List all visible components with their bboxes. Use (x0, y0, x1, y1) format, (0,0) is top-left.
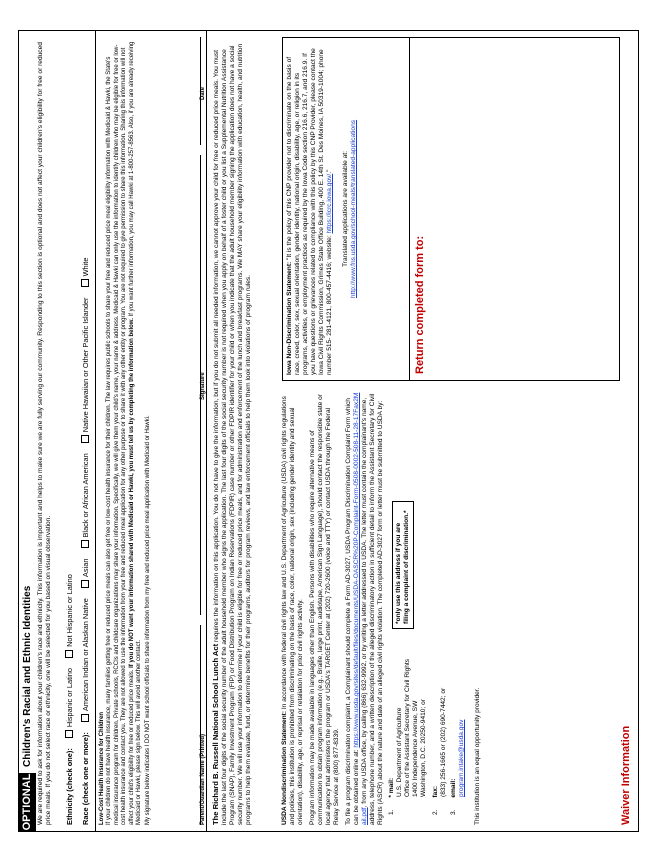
nslp-section (212, 31, 253, 831)
usda-p3 (345, 391, 385, 825)
form-frame (18, 30, 639, 832)
white-checkbox[interactable] (81, 279, 89, 287)
equal-opportunity: This institution is an equal opportunity provider. (474, 687, 481, 825)
ethnicity-row (65, 574, 75, 825)
asian-checkbox[interactable] (81, 580, 89, 588)
nslp-body: requires the information on this application. You do not have to give the information, but if you do not submit all needed information, we cannot approve your child for free or reduced price meals. You must include the last four digits of the social security number of the adult household member who signs the application. The last four digits of the social security number is not required when you apply on behalf of a foster child or you list a Supplemental Nutrition Assistance Program (SNAP), Family Investment Program (FIP) or Food Distribution Program on Indian Reservations (FDPIR) case number or other FDPIR identifier for your child or when you indicate that the adult household member signing the application does not have a social security number. We will use your information to determine if your child is eligible for free or reduced price meals, and for administration and enforcement of the lunch and breakfast programs. We MAY share your eligibility information with education, health, and nutrition programs to help them evaluate, fund, or determine benefits for their programs, auditors for program reviews, and law enforcement officials to help them look into violations of program rules. (213, 43, 252, 825)
usda-body: In accordance with federal civil rights law and U.S. Department of Agriculture (USDA) civil rights regulations and policies, this institution is prohibited from discriminating on the basis of race, color, national origin, sex (including gender identity and sexual orientation), disability, age, or reprisal or retaliation for prior civil rights activity. (281, 396, 304, 825)
optional-tag: OPTIONAL (19, 773, 36, 831)
hawaiian-checkbox[interactable] (81, 435, 89, 443)
usda-statement (281, 385, 482, 831)
race-intro: We are required to ask for information about your children's race and ethnicity. This information is important and helps to make sure we are fully serving our community. Responding to this section is optional and does not affect your children's eligibility for free or reduced price meals. If you do not select race or ethnicity, one will be selected for you based on visual observation. (37, 42, 52, 825)
iowa-statement-box (282, 37, 410, 381)
signature-label: Signature (200, 372, 206, 400)
translated-note: Translated applications are available at: (342, 151, 349, 267)
only-use-box: *only use this address if you are filing a complaint of discrimination.* (392, 501, 414, 629)
iowa-statement (286, 43, 334, 375)
race-label: Race (check one or more): (81, 732, 90, 825)
health-insurance-section (95, 31, 207, 831)
mail-line-1: U.S. Department of Agriculture (396, 707, 403, 797)
insurance-bold-text: If you do NOT want your information shared with Medicaid or Hawki, you must tell us by completing the information below. (128, 318, 135, 668)
email-link[interactable]: program.intake@usda.gov (458, 719, 465, 797)
signature-row (192, 37, 206, 825)
mail-item: 1. * mail: U.S. Department of Agriculture Office of the Assistant Secretary for Civil Rights 1400 Independence Avenue, SW Washington, D.C. 20250-9410; or (388, 658, 427, 815)
hawaiian-label: Native Hawaiian or Other Pacific Islander (81, 297, 90, 433)
waiver-heading: Waiver Information (620, 725, 632, 825)
usda-title: USDA Nondiscrimination Statement: (281, 710, 288, 825)
insurance-title: Low-Cost Health Insurance for Children (99, 711, 105, 825)
insurance-statement: My signature below indicates I DO NOT want school officials to share information from my free and reduced price meal application with Medicaid or Hawki. (145, 415, 152, 825)
black-label: Black or African American (81, 453, 90, 538)
email-item: 3. email: program.intake@usda.gov (450, 719, 465, 815)
date-label: Date (200, 86, 206, 100)
header-bar (19, 31, 36, 831)
usda-p2: Program information may be made available in languages other than English. Persons with disabilities who require alternative means of communication to obtain program information (e.g., Braille, large print, audiotape, American Sign Language), should contact the responsible state or local agency that administers the program or USDA's TARGET Center at (202) 720-2600 (voice and TTY) or contact USDA through the Federal Relay Service at (800) 877-8339. (309, 393, 340, 825)
printed-name-label: Parent/Guardian Name (Printed) (200, 733, 206, 825)
section-heading: Children's Racial and Ethnic Identities (22, 585, 33, 767)
fax-item: 2. fax: (833) 256-1665 or (202) 690-7442; or (432, 687, 447, 815)
insurance-body (106, 37, 143, 825)
iowa-end: ." (326, 169, 333, 174)
hispanic-label: Hispanic or Latino (65, 667, 74, 728)
iowa-body: "It is the policy of this CNP provider not to discriminate on the basis of race, creed, color, sex, sexual orientation, gender identity, national origin, disability, age, or religion in its programs, activities, or employment practices as required by the Iowa Code section 216.6, 216.7, and 216.9. If you have questions or grievances related to compliance with this policy by this CNP Provider, please contact the Iowa Civil Rights Commission, Grimes State Office Building, 400 E. 14th St. Des Moines, IA 50319-1004; phone number 515- 281-4121, 800-457-4416; website: (286, 48, 333, 375)
usda-p3-a: To file a program discrimination complaint, a Complainant should complete a Form AD-3027, USDA Program Discrimination Complaint Form which can be obtained online at: (345, 398, 360, 825)
hispanic-checkbox[interactable] (65, 730, 73, 738)
email-label: email: (450, 778, 457, 798)
mail-line-4: Washington, D.C. 20250-9410; or (420, 699, 427, 797)
mail-line-2: Office of the Assistant Secretary for Civil Rights (404, 658, 411, 797)
insurance-body-text: If your children do not have health insurance, many families getting free or reduced price meals can also get free or low-cost health insurance for their children. The law requires public schools to share your free and reduced price meal eligibility information with Medicaid & Hawki, the State's medical insurance program for children. Private schools, RCCIs and childcare organizations may share your information. Specifically, we will give them your child's name, your name & address. Medicaid & Hawki can only use the information to identify children who may be eligible for free or low-cost health insurance and contact you. They are not allowed to use the information from your free and reduced meal application for any other purpose or to share it with any other entity or program. You are not required to give permission to share this information. Sharing this information will not affect your child's eligibility for free or reduced price meals. (106, 44, 135, 825)
icrc-link[interactable]: https://icrc.iowa.gov/ (326, 173, 333, 234)
usda-p3-b: , from any USDA office, by calling (866) 632-9992, or by writing a letter addressed to USDA. The letter must contain the complainant's name, address, telephone number, and a written description of the alleged discriminatory action in sufficient detail to inform the Assistant Secretary for Civil Rights (ASCR) about the nature and date of an alleged civil rights violation. The completed AD-3027 form or letter must be submitted to USDA by: (361, 393, 384, 825)
nslp-title: The Richard B. Russell National School Lunch Act (211, 643, 220, 825)
complaint-form-link[interactable]: https://www.usda.gov/sites/default/files/documents/USDA-OASCR%20P-Complaint-Form-0508-0002-508-11-28-17Fax2Mail.pdf (353, 392, 368, 825)
return-box (410, 37, 620, 381)
submission-list (388, 391, 474, 825)
insurance-tail-text: If you want further information, you may call Hawki at 1-800-257-8563. Also, if you are already receiving Medicaid or Hawki, please sign below. This will avoid another contact. (128, 41, 143, 825)
not-hispanic-checkbox[interactable] (65, 650, 73, 658)
translated-link[interactable]: http://www.fns.usda.gov/school-meals/translated-applications (350, 119, 357, 299)
ethnicity-label: Ethnicity (check one): (65, 748, 74, 825)
fax-number: (833) 256-1665 or (202) 690-7442; or (440, 687, 447, 797)
black-checkbox[interactable] (81, 541, 89, 549)
asian-label: Asian (81, 558, 90, 578)
usda-p1 (281, 391, 305, 825)
iowa-title: Iowa Non-Discrimination Statement: (286, 261, 293, 375)
race-row (81, 258, 91, 825)
return-label: Return completed form to: (414, 235, 426, 374)
mail-line-3: 1400 Independence Avenue, SW (412, 700, 419, 797)
white-label: White (81, 257, 90, 277)
not-hispanic-label: Not Hispanic or Latino (65, 574, 74, 647)
mail-label: mail: (388, 777, 395, 794)
american-indian-label: American Indian or Alaskan Native (81, 598, 90, 712)
american-indian-checkbox[interactable] (81, 714, 89, 722)
fax-label: fax: (432, 785, 439, 798)
